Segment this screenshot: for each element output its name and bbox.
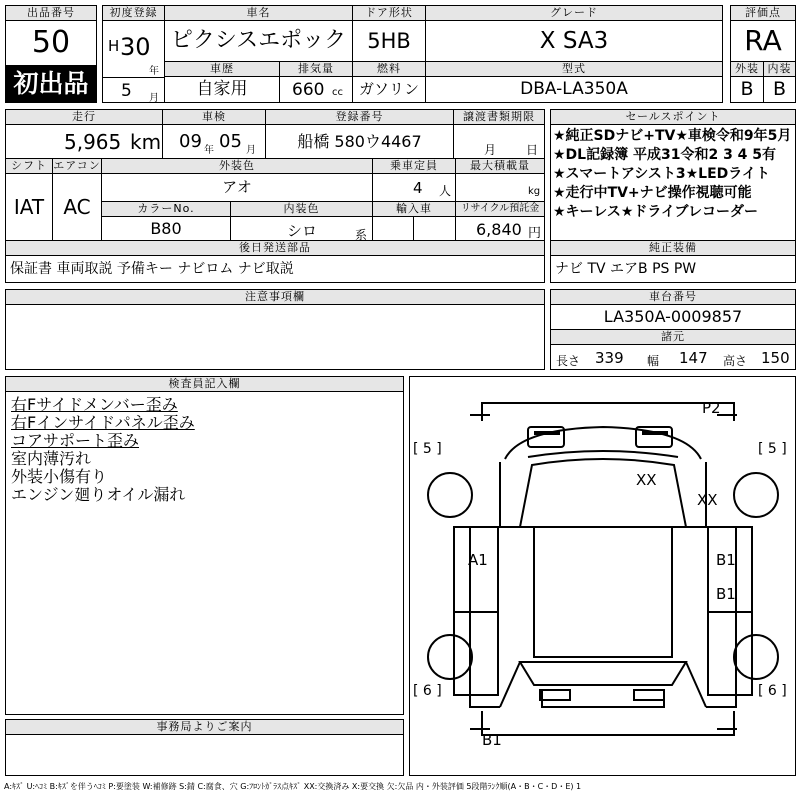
sales-point-line: ★走行中TV+ナビ操作視聴可能: [553, 185, 752, 201]
displacement-header: 排気量: [279, 61, 353, 77]
mark-b1-upper: B1: [716, 551, 736, 569]
transfer-header: 譲渡書類期限: [453, 109, 545, 125]
width: 147: [679, 349, 708, 367]
era-label: H: [108, 37, 120, 55]
ext-grade: B: [730, 76, 764, 103]
car-name: ピクシスエポック: [164, 20, 353, 62]
recycle-cell: [455, 216, 545, 241]
later-parts: 保証書 車両取説 予備キー ナビロム ナビ取説: [5, 255, 545, 283]
inspector-note: 外装小傷有り: [11, 467, 108, 486]
inspector-note: エンジン廻りオイル漏れ: [11, 485, 186, 504]
rear-hatch: [542, 689, 664, 707]
model: DBA-LA350A: [425, 76, 723, 103]
recycle-header: リサイクル預託金: [455, 201, 545, 217]
inspection-cell: [162, 124, 266, 159]
grade: X SA3: [425, 20, 723, 62]
fuel: ガソリン: [352, 76, 426, 103]
mileage-cell: [5, 124, 163, 159]
import-cell-b: [413, 216, 456, 241]
displacement: 660: [292, 80, 325, 100]
ext-color: アオ: [101, 173, 373, 202]
chassis-number: LA350A-0009857: [550, 304, 796, 330]
import-cell-a: [372, 216, 414, 241]
capacity-cell: [372, 173, 456, 202]
int-grade-header: 内装: [763, 61, 796, 77]
tire-rear-right: [734, 635, 778, 679]
tire-rear-left: [428, 635, 472, 679]
width-label: 幅: [647, 354, 660, 368]
inspection-header: 車検: [162, 109, 266, 125]
sales-point-line: ★キーレス★ドライブレコーダー: [553, 204, 759, 220]
rear-light-right: [634, 690, 664, 700]
first-reg-month-cell: [102, 77, 165, 103]
tire-score-front-right: [ 5 ]: [758, 441, 787, 457]
height: 150: [761, 349, 790, 367]
first-reg-year: 30: [120, 33, 151, 61]
shift: IAT: [5, 173, 53, 241]
inspection-month-unit: 月: [246, 145, 256, 156]
inspector-note: コアサポート歪み: [11, 431, 140, 450]
lot-number: 50: [5, 20, 97, 66]
capacity-unit: 人: [439, 184, 452, 198]
month-unit: 月: [149, 93, 159, 103]
first-reg-month: 5: [121, 81, 132, 101]
windshield-top: [528, 451, 678, 457]
capacity: 4: [413, 179, 423, 197]
displacement-cell: [279, 76, 353, 103]
rear-light-left: [540, 690, 570, 700]
inspector-notes: [5, 391, 404, 715]
car-outline-diagram: [410, 377, 796, 776]
transfer-cell: [453, 124, 545, 159]
roof: [534, 527, 672, 657]
height-label: 高さ: [723, 354, 748, 368]
rear-bumper: [482, 711, 734, 735]
door-type: 5HB: [352, 20, 426, 62]
inspector-note: 右Fサイドメンバー歪み: [11, 395, 178, 414]
history: 自家用: [164, 76, 280, 103]
mileage-header: 走行: [5, 109, 163, 125]
reg-number: 船橋 580ウ4467: [265, 124, 454, 159]
transfer-month-unit: 月: [484, 143, 497, 157]
mark-b1-bottom: B1: [482, 731, 502, 749]
tire-front-left: [428, 473, 472, 517]
year-unit: 年: [149, 66, 159, 77]
transfer-day-unit: 日: [526, 143, 539, 157]
chassis-header: 車台番号: [550, 289, 796, 305]
later-parts-header: 後日発送部品: [5, 240, 545, 256]
first-reg-year-cell: [102, 20, 165, 78]
ext-color-header: 外装色: [101, 158, 373, 174]
grade-header: グレード: [425, 5, 723, 21]
pillar-left: [500, 527, 520, 707]
int-grade: B: [763, 76, 796, 103]
ac-header: エアコン: [53, 159, 101, 172]
inspection-month: 05: [219, 131, 242, 152]
left-door-rear: [454, 612, 498, 695]
ac: AC: [52, 173, 102, 241]
tire-score-rear-right: [ 6 ]: [758, 683, 787, 699]
model-header: 型式: [425, 61, 723, 77]
rear-window: [520, 662, 686, 685]
first-reg-header: 初度登録: [102, 5, 165, 21]
mark-p2: P2: [702, 399, 721, 417]
left-door-front: [454, 527, 498, 612]
shift-header: シフト: [5, 158, 53, 174]
int-color: シロ: [287, 222, 318, 240]
mark-a1: A1: [468, 551, 488, 569]
reg-number-header: 登録番号: [265, 109, 454, 125]
int-color-unit: 系: [355, 228, 368, 241]
equipment-header: 純正装備: [550, 240, 796, 256]
left-side-panel: [470, 462, 500, 707]
recycle-fee: 6,840: [476, 220, 522, 239]
capacity-header: 乗車定員: [372, 158, 456, 174]
recycle-unit: 円: [528, 226, 542, 241]
sales-point-line: ★スマートアシスト3★LEDライト: [553, 166, 770, 182]
caution-header: 注意事項欄: [5, 289, 545, 305]
tire-score-front-left: [ 5 ]: [413, 441, 442, 457]
import-header: 輸入車: [372, 201, 456, 217]
sales-points-header: セールスポイント: [550, 109, 796, 125]
windshield: [520, 459, 686, 527]
car-name-header: 車名: [164, 5, 353, 21]
int-color-header: 内装色: [230, 201, 373, 217]
front-bumper: [482, 403, 734, 421]
first-listing-badge: 初出品: [5, 65, 97, 103]
office-body: [5, 734, 404, 776]
right-door-rear: [708, 612, 752, 695]
door-header: ドア形状: [352, 5, 426, 21]
fuel-header: 燃料: [352, 61, 426, 77]
dims-cell: [550, 344, 796, 370]
length-label: 長さ: [556, 354, 581, 368]
lot-number-header: 出品番号: [5, 5, 97, 21]
inspection-year: 09: [179, 131, 202, 152]
history-header: 車歴: [164, 61, 280, 77]
score: RA: [730, 20, 796, 62]
length: 339: [595, 349, 624, 367]
mileage: 5,965: [64, 130, 122, 154]
max-load-header: 最大積載量: [455, 158, 545, 174]
dims-header: 諸元: [550, 329, 796, 345]
inspector-header: 検査員記入欄: [5, 376, 404, 392]
equipment: ナビ TV エアB PS PW: [550, 255, 796, 283]
legend: A:ｷｽﾞ U:ﾍｺﾐ B:ｷｽﾞを伴うﾍｺﾐ P:要塗装 W:補修跡 S:錆 C:腐食、穴 G:ﾌﾛﾝﾄｶﾞﾗｽ点ｷｽﾞ XX:交換済み X:要交換 欠:欠品 内・外装評価 5段階ﾗﾝｸ順(A・B・C・D・E) 1: [4, 782, 582, 791]
inspector-note: 右Fインサイドパネル歪み: [11, 413, 195, 432]
tire-front-right: [734, 473, 778, 517]
mileage-unit: km: [130, 130, 162, 154]
mark-xx-right: XX: [697, 491, 718, 509]
max-load-cell: [455, 173, 545, 202]
int-color-cell: [230, 216, 373, 241]
sales-point-line: ★純正SDナビ+TV★車検令和9年5月: [553, 128, 792, 144]
office-header: 事務局よりご案内: [5, 719, 404, 735]
color-no: B80: [101, 216, 231, 241]
sales-point-line: ★DL記録簿 平成31令和2 3 4 5有: [553, 147, 777, 163]
sales-points-box: [550, 124, 796, 241]
score-header: 評価点: [730, 5, 796, 21]
inspector-note: 室内薄汚れ: [11, 449, 92, 468]
inspection-year-unit: 年: [204, 145, 214, 156]
ext-grade-header: 外装: [730, 61, 764, 77]
mark-b1-lower: B1: [716, 585, 736, 603]
tire-score-rear-left: [ 6 ]: [413, 683, 442, 699]
caution-body: [5, 304, 545, 370]
pillar-right: [686, 527, 706, 707]
damage-diagram: [409, 376, 796, 776]
mark-xx-roof: XX: [636, 471, 657, 489]
max-load-unit: kg: [528, 186, 541, 197]
color-no-header: カラーNo.: [101, 201, 231, 217]
displacement-unit: cc: [332, 87, 343, 98]
